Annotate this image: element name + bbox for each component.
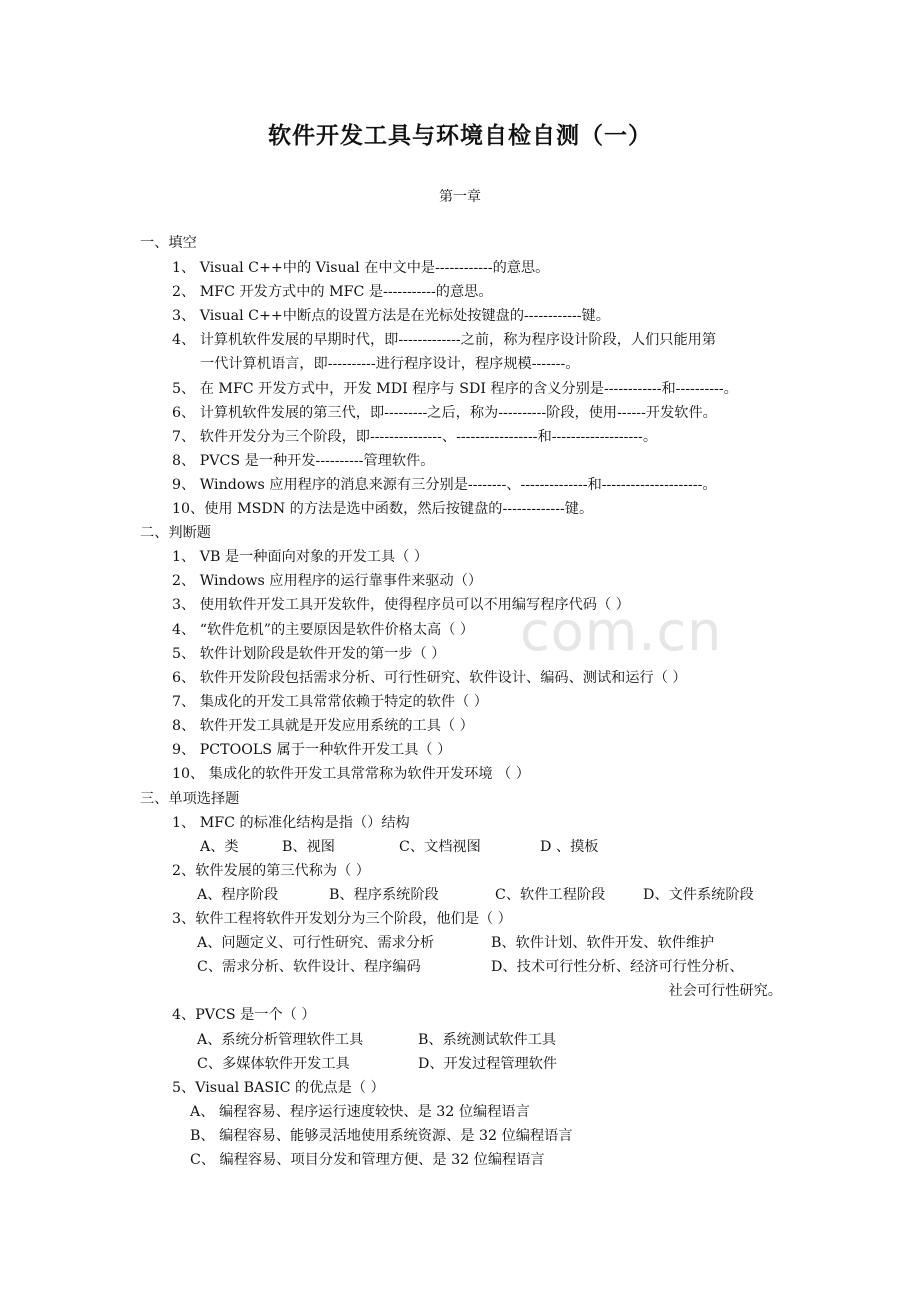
page-title: 软件开发工具与环境自检自测（一） xyxy=(268,123,652,149)
judge-item-9: 9、 PCTOOLS 属于一种软件开发工具（ ） xyxy=(172,742,452,758)
section-heading-choice: 三、单项选择题 xyxy=(140,791,240,807)
fill-item-3: 3、 Visual C++中断点的设置方法是在光标处按键盘的------------键。 xyxy=(172,308,610,324)
judge-item-7: 7、 集成化的开发工具常常依赖于特定的软件（ ） xyxy=(172,694,488,710)
fill-item-1: 1、 Visual C++中的 Visual 在中文中是------------的意思。 xyxy=(172,260,550,276)
choice-q3-stem: 3、软件工程将软件开发划分为三个阶段，他们是（ ） xyxy=(172,911,512,927)
choice-q2-option-a: A、程序阶段 xyxy=(197,887,279,903)
fill-item-2: 2、 MFC 开发方式中的 MFC 是-----------的意思。 xyxy=(172,284,493,300)
choice-q1-option-d: D 、摸板 xyxy=(540,839,599,855)
judge-item-8: 8、 软件开发工具就是开发应用系统的工具（ ） xyxy=(172,718,474,734)
choice-q1-option-c: C、文档视图 xyxy=(399,839,481,855)
choice-q5-option-b: B、 编程容易、能够灵活地使用系统资源、是 32 位编程语言 xyxy=(190,1128,573,1144)
fill-item-7: 7、 软件开发分为三个阶段，即---------------、-----------------和-------------------。 xyxy=(172,429,658,445)
choice-q4-option-a: A、系统分析管理软件工具 xyxy=(197,1032,364,1048)
choice-q4-option-c: C、多媒体软件开发工具 xyxy=(197,1056,350,1072)
fill-item-4-cont: 一代计算机语言，即----------进行程序设计，程序规模-------。 xyxy=(200,356,580,372)
judge-item-3: 3、 使用软件开发工具开发软件，使得程序员可以不用编写程序代码（ ） xyxy=(172,597,630,613)
choice-q3-option-a: A、问题定义、可行性研究、需求分析 xyxy=(197,935,435,951)
choice-q1-option-b: B、视图 xyxy=(282,839,335,855)
choice-q3-option-d-cont: 社会可行性研究。 xyxy=(668,983,782,999)
choice-q5-stem: 5、Visual BASIC 的优点是（ ） xyxy=(172,1080,385,1096)
choice-q1-stem: 1、 MFC 的标准化结构是指（）结构 xyxy=(172,815,410,831)
choice-q2-stem: 2、软件发展的第三代称为（ ） xyxy=(172,863,370,879)
choice-q4-option-d: D、开发过程管理软件 xyxy=(418,1056,558,1072)
judge-item-4: 4、 “软件危机”的主要原因是软件价格太高（ ） xyxy=(172,622,475,638)
fill-item-8: 8、 PVCS 是一种开发----------管理软件。 xyxy=(172,453,435,469)
judge-item-6: 6、 软件开发阶段包括需求分析、可行性研究、软件设计、编码、测试和运行（ ） xyxy=(172,670,687,686)
fill-item-5: 5、 在 MFC 开发方式中，开发 MDI 程序与 SDI 程序的含义分别是------------和----------。 xyxy=(172,381,738,397)
choice-q4-stem: 4、PVCS 是一个（ ） xyxy=(172,1007,316,1023)
choice-q2-option-d: D、文件系统阶段 xyxy=(643,887,754,903)
choice-q2-option-c: C、软件工程阶段 xyxy=(495,887,606,903)
choice-q5-option-a: A、 编程容易、程序运行速度较快、是 32 位编程语言 xyxy=(190,1104,530,1120)
choice-q5-option-c: C、 编程容易、项目分发和管理方便、是 32 位编程语言 xyxy=(190,1152,545,1168)
watermark: com.cn xyxy=(520,600,723,663)
judge-item-5: 5、 软件计划阶段是软件开发的第一步（ ） xyxy=(172,646,446,662)
choice-q2-option-b: B、程序系统阶段 xyxy=(329,887,439,903)
fill-item-9: 9、 Windows 应用程序的消息来源有三分别是--------、--------------和---------------------。 xyxy=(172,477,717,493)
fill-item-10: 10、使用 MSDN 的方法是选中函数，然后按键盘的-------------键。 xyxy=(172,501,594,517)
chapter-heading: 第一章 xyxy=(439,189,481,205)
choice-q3-option-b: B、软件计划、软件开发、软件维护 xyxy=(491,935,715,951)
choice-q3-option-c: C、需求分析、软件设计、程序编码 xyxy=(197,959,421,975)
choice-q1-option-a: A、类 xyxy=(200,839,239,855)
section-heading-judge: 二、判断题 xyxy=(140,525,211,541)
judge-item-2: 2、 Windows 应用程序的运行靠事件来驱动（） xyxy=(172,573,483,589)
section-heading-fill: 一、填空 xyxy=(140,235,197,251)
choice-q4-option-b: B、系统测试软件工具 xyxy=(418,1032,557,1048)
fill-item-4: 4、 计算机软件发展的早期时代，即-------------之前，称为程序设计阶段，人们只能用第 xyxy=(172,332,717,348)
judge-item-1: 1、 VB 是一种面向对象的开发工具（ ） xyxy=(172,549,429,565)
judge-item-10: 10、 集成化的软件开发工具常常称为软件开发环境 （ ） xyxy=(172,766,530,782)
fill-item-6: 6、 计算机软件发展的第三代，即---------之后，称为----------阶段，使用------开发软件。 xyxy=(172,405,717,421)
choice-q3-option-d: D、技术可行性分析、经济可行性分析、 xyxy=(491,959,744,975)
